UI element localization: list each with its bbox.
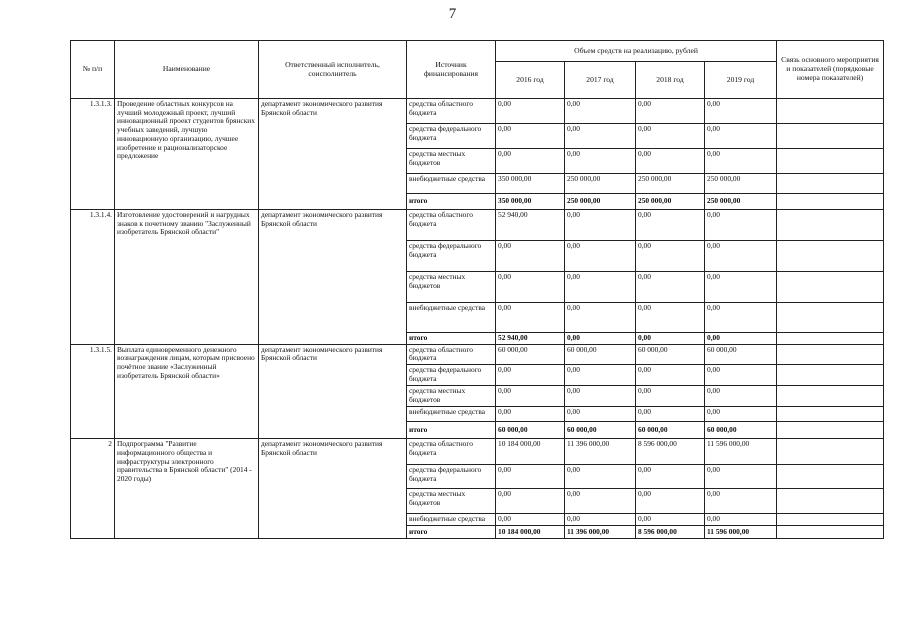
amount-cell: 0,00 [565, 407, 636, 422]
amount-cell: 0,00 [565, 149, 636, 174]
amount-cell: 0,00 [705, 124, 777, 149]
page-number: 7 [448, 6, 457, 22]
amount-cell: 0,00 [496, 241, 565, 272]
link-cell [777, 489, 884, 514]
amount-cell: 0,00 [496, 149, 565, 174]
link-cell [777, 439, 884, 465]
amount-cell: 0,00 [496, 99, 565, 124]
link-cell [777, 333, 884, 345]
link-cell [777, 149, 884, 174]
header-year-2017: 2017 год [565, 62, 636, 99]
amount-cell: 0,00 [496, 514, 565, 526]
table-row [71, 439, 884, 465]
item-number: 1.3.1.4. [71, 210, 115, 345]
amount-cell: 0,00 [565, 124, 636, 149]
amount-cell: 11 396 000,00 [565, 439, 636, 465]
amount-cell: 60 000,00 [705, 422, 777, 439]
item-number: 2 [71, 439, 115, 539]
amount-cell: 60 000,00 [496, 344, 565, 364]
amount-cell: 0,00 [705, 514, 777, 526]
amount-cell: 0,00 [496, 386, 565, 407]
amount-cell: 8 596 000,00 [636, 525, 705, 538]
link-cell [777, 422, 884, 439]
amount-cell: 0,00 [565, 365, 636, 386]
amount-cell: 11 596 000,00 [705, 439, 777, 465]
link-cell [777, 365, 884, 386]
amount-cell: 0,00 [565, 303, 636, 333]
amount-cell: 60 000,00 [636, 344, 705, 364]
amount-cell: 0,00 [705, 465, 777, 489]
amount-cell: 60 000,00 [565, 344, 636, 364]
table-row [71, 210, 884, 241]
link-cell [777, 272, 884, 303]
amount-cell: 0,00 [705, 99, 777, 124]
amount-cell: 60 000,00 [565, 422, 636, 439]
header-year-2018: 2018 год [636, 62, 705, 99]
header-source: Источник финансирования [407, 41, 496, 99]
amount-cell: 0,00 [636, 210, 705, 241]
amount-cell: 0,00 [496, 465, 565, 489]
amount-cell: 0,00 [636, 489, 705, 514]
link-cell [777, 194, 884, 210]
amount-cell: 0,00 [636, 149, 705, 174]
link-cell [777, 386, 884, 407]
amount-cell: 0,00 [705, 149, 777, 174]
amount-cell: 11 396 000,00 [565, 525, 636, 538]
table-row [71, 344, 884, 364]
funding-source: средства областного бюджета [407, 344, 496, 364]
funding-table [70, 40, 884, 539]
amount-cell: 0,00 [636, 333, 705, 345]
amount-cell: 250 000,00 [705, 174, 777, 194]
amount-cell: 60 000,00 [705, 344, 777, 364]
link-cell [777, 303, 884, 333]
amount-cell: 250 000,00 [565, 174, 636, 194]
link-cell [777, 344, 884, 364]
amount-cell: 0,00 [636, 514, 705, 526]
link-cell [777, 174, 884, 194]
amount-cell: 0,00 [636, 365, 705, 386]
amount-cell: 8 596 000,00 [636, 439, 705, 465]
header-name: Наименование [115, 41, 259, 99]
funding-source: средства местных бюджетов [407, 386, 496, 407]
header-executor: Ответственный исполнитель, соисполнитель [259, 41, 407, 99]
amount-cell: 0,00 [705, 272, 777, 303]
amount-cell: 0,00 [705, 241, 777, 272]
amount-cell: 0,00 [496, 365, 565, 386]
amount-cell: 350 000,00 [496, 174, 565, 194]
link-cell [777, 514, 884, 526]
amount-cell: 0,00 [636, 303, 705, 333]
amount-cell: 0,00 [636, 407, 705, 422]
amount-cell: 0,00 [565, 241, 636, 272]
amount-cell: 0,00 [705, 303, 777, 333]
header-year-2016: 2016 год [496, 62, 565, 99]
amount-cell: 0,00 [636, 272, 705, 303]
amount-cell: 0,00 [565, 99, 636, 124]
amount-cell: 0,00 [565, 514, 636, 526]
amount-cell: 250 000,00 [565, 194, 636, 210]
amount-cell: 11 596 000,00 [705, 525, 777, 538]
amount-cell: 0,00 [636, 465, 705, 489]
funding-source: внебюджетные средства [407, 514, 496, 526]
item-number: 1.3.1.5. [71, 344, 115, 438]
amount-cell: 0,00 [565, 210, 636, 241]
amount-cell: 52 940,00 [496, 333, 565, 345]
item-name: Выплата единовременного денежного вознаграждения лицам, которым присвоено почётное звание «Заслуженный изобретатель Брянской области» [115, 344, 259, 438]
amount-cell: 10 184 000,00 [496, 525, 565, 538]
funding-source: внебюджетные средства [407, 303, 496, 333]
funding-source: средства федерального бюджета [407, 465, 496, 489]
amount-cell: 250 000,00 [636, 194, 705, 210]
item-executor: департамент экономического развития Брянской области [259, 344, 407, 438]
header-num: № п/п [71, 41, 115, 99]
funding-source: внебюджетные средства [407, 174, 496, 194]
funding-source: средства федерального бюджета [407, 124, 496, 149]
table-body [71, 99, 884, 539]
funding-source: средства областного бюджета [407, 99, 496, 124]
amount-cell: 0,00 [705, 333, 777, 345]
amount-cell: 0,00 [496, 272, 565, 303]
item-name: Проведение областных конкурсов на лучший молодежный проект, лучший инновационный проект студентов брянских учебных заведений, лучшую инновационную организацию, лучшее изобретение и рационализаторское предложение [115, 99, 259, 210]
funding-source: средства местных бюджетов [407, 272, 496, 303]
amount-cell: 60 000,00 [636, 422, 705, 439]
amount-cell: 0,00 [496, 124, 565, 149]
funding-source: итого [407, 333, 496, 345]
amount-cell: 0,00 [496, 407, 565, 422]
item-executor: департамент экономического развития Брянской области [259, 99, 407, 210]
amount-cell: 0,00 [565, 386, 636, 407]
amount-cell: 0,00 [705, 489, 777, 514]
amount-cell: 0,00 [565, 333, 636, 345]
link-cell [777, 407, 884, 422]
amount-cell: 250 000,00 [636, 174, 705, 194]
funding-source: средства местных бюджетов [407, 489, 496, 514]
amount-cell: 0,00 [565, 465, 636, 489]
link-cell [777, 525, 884, 538]
amount-cell: 0,00 [705, 386, 777, 407]
funding-source: внебюджетные средства [407, 407, 496, 422]
item-executor: департамент экономического развития Брянской области [259, 210, 407, 345]
funding-source: средства местных бюджетов [407, 149, 496, 174]
funding-source: средства федерального бюджета [407, 241, 496, 272]
amount-cell: 0,00 [565, 489, 636, 514]
item-name: Подпрограмма "Развитие информационного общества и инфраструктуры электронного правительства в Брянской области" (2014 - 2020 годы) [115, 439, 259, 539]
funding-source: итого [407, 422, 496, 439]
amount-cell: 0,00 [705, 407, 777, 422]
item-number: 1.3.1.3. [71, 99, 115, 210]
header-link: Связь основного мероприятия и показателей (порядковые номера показателей) [777, 41, 884, 99]
amount-cell: 0,00 [636, 241, 705, 272]
header-volume: Объем средств на реализацию, рублей [496, 41, 777, 62]
amount-cell: 0,00 [496, 303, 565, 333]
link-cell [777, 124, 884, 149]
funding-source: средства областного бюджета [407, 439, 496, 465]
amount-cell: 0,00 [705, 210, 777, 241]
item-executor: департамент экономического развития Брянской области [259, 439, 407, 539]
amount-cell: 0,00 [496, 489, 565, 514]
link-cell [777, 99, 884, 124]
amount-cell: 0,00 [636, 386, 705, 407]
funding-source: итого [407, 525, 496, 538]
amount-cell: 10 184 000,00 [496, 439, 565, 465]
funding-source: средства областного бюджета [407, 210, 496, 241]
link-cell [777, 465, 884, 489]
amount-cell: 52 940,00 [496, 210, 565, 241]
link-cell [777, 241, 884, 272]
item-name: Изготовление удостоверений и нагрудных знаков к почетному званию "Заслуженный изобретатель Брянской области" [115, 210, 259, 345]
funding-source: итого [407, 194, 496, 210]
amount-cell: 0,00 [636, 99, 705, 124]
amount-cell: 60 000,00 [496, 422, 565, 439]
header-year-2019: 2019 год [705, 62, 777, 99]
amount-cell: 250 000,00 [705, 194, 777, 210]
amount-cell: 0,00 [705, 365, 777, 386]
amount-cell: 350 000,00 [496, 194, 565, 210]
funding-source: средства федерального бюджета [407, 365, 496, 386]
link-cell [777, 210, 884, 241]
amount-cell: 0,00 [565, 272, 636, 303]
amount-cell: 0,00 [636, 124, 705, 149]
table-row [71, 99, 884, 124]
